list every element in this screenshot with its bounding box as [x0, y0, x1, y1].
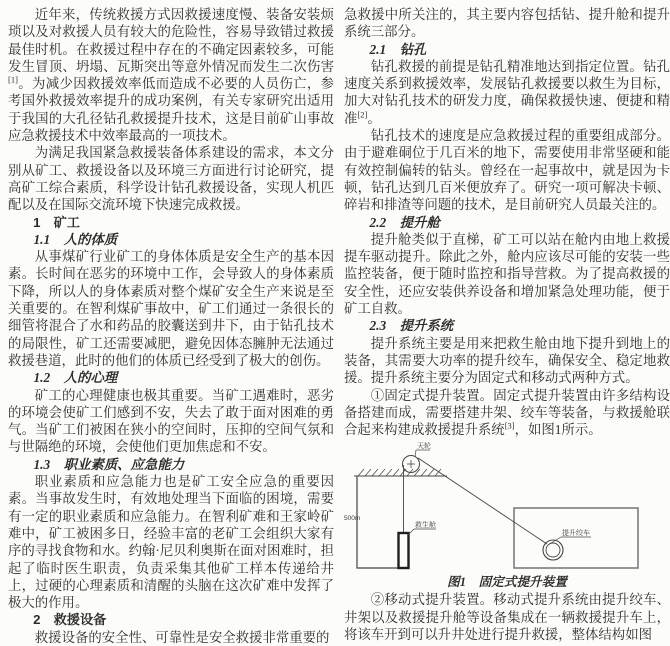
paragraph: 矿工的心理健康也极其重要。当矿工遇难时，恶劣的环境会使矿工们感到不安，失去了敢于面对困难的勇气。当矿工们被困在狭小的空间时，压抑的空间气氛和与世隔绝的环境，会使他们更加焦虑和不安。: [8, 387, 334, 455]
paragraph: 从事煤矿行业矿工的身体体质是安全生产的基本因素。长时间在恶劣的环境中工作，会导致人的身体素质下降，所以人的身体素质对整个煤矿安全生产来说是至关重要的。在智利煤矿事故中，矿工们通过一条很长的细管将混合了水和药品的胶囊送到井下，由于钻孔技术的局限性，矿工还需要减肥，避免因体态臃肿无法通过救援巷道，此时的他们的体质已经受到了极大的创伤。: [8, 249, 334, 368]
citation-superscript: [3]: [504, 420, 515, 431]
pulley-label: 天轮: [417, 443, 431, 451]
right-column-bottom-text: [344, 591, 670, 643]
left-column: [8, 6, 334, 646]
winch-label: 提升绞车: [562, 530, 590, 538]
paragraph: ②移动式提升装置。移动式提升系统由提升绞车、井架以及救援提升舱等设备集成在一辆救援提升车上，将该车开到可以升井处进行提升救援，整体结构如图: [344, 592, 670, 643]
paragraph: 近年来，传统救援方式因救援速度慢、装备安装烦琐以及对救援人员有较大的危险性，容易导致错过救援最佳时机。在救援过程中存在的不确定因素较多，可能发生冒顶、坍塌、瓦斯突出等意外情况而发生二次伤害[1]。为减少因救援效率低而造成不必要的人员伤亡，参考国外救援效率提升的成功案例，有关专家研究出适用于我国的大孔径钻孔救援提升技术，这是目前矿山事故应急救援技术中效率最高的一项技术。: [8, 7, 334, 144]
ground-hatching: [358, 469, 441, 476]
subsection-heading: 1.2 人的心理: [33, 370, 118, 386]
subsection-heading: 2.1 钻孔: [369, 41, 427, 57]
capsule-label: 救生舱: [415, 522, 436, 530]
citation-superscript: [2]: [357, 109, 368, 120]
figure-caption: 图1 固定式提升装置: [447, 575, 567, 590]
right-column-top-text: [344, 6, 670, 438]
winch-house: [514, 508, 638, 568]
paragraph: 钻孔救援的前提是钻孔精准地达到指定位置。钻孔速度关系到救援效率，发展钻孔救援要以救生为目标，加大对钻孔技术的研发力度，确保救援快速、便捷和精准[2]。: [344, 58, 670, 126]
hoist-winch-drum: [546, 543, 560, 557]
subsection-heading: 2.3 提升系统: [369, 318, 454, 334]
section-heading: 1 矿工: [33, 214, 80, 230]
rescue-capsule-icon: [399, 533, 409, 568]
mine-shaft: [357, 476, 409, 568]
subsection-heading: 1.1 人的体质: [33, 231, 118, 247]
fixed-hoist-diagram: [344, 440, 670, 574]
paragraph: 救援设备的安全性、可靠性是安全救援非常重要的: [34, 629, 330, 645]
paragraph: 提升舱类似于直梯，矿工可以站在舱内由地上救援提车驱动提升。除此之外，舱内应该尽可能的安装一些监控装备，便于随时监控和指导营救。为了提高救援的安全性，还应安装供养设备和增加紧急处理功能，便于矿工自救。: [344, 231, 670, 317]
paragraph: 为满足我国紧急救援装备体系建设的需求，本文分别从矿工、救援设备以及环境三方面进行讨论研究，提高矿工综合素质，科学设计钻孔救援设备，实现人机匹配以及在国际交流环境下快速完成救援。: [8, 145, 334, 213]
right-column: [344, 6, 670, 646]
figure-1: [344, 440, 670, 591]
paragraph: 急救援中所关注的，其主要内容包括钻、提升舱和提升系统三部分。: [344, 7, 670, 40]
citation-superscript: [1]: [8, 74, 18, 85]
label-leader-line: [415, 450, 416, 457]
paragraph: 提升系统主要是用来把救生舱由地下提升到地上的装备，其需要大功率的提升绞车，确保安全、稳定地救援。提升系统主要分为固定式和移动式两种方式。: [344, 335, 670, 386]
paragraph: ①固定式提升装置。固定式提升装置由许多结构设备搭建而成，需要搭建井架、绞车等装备，与救援舱联合起来构建成救援提升系统[3]，如图1所示。: [344, 387, 670, 438]
wire-rope-diagonal: [418, 458, 547, 544]
subsection-heading: 1.3 职业素质、应急能力: [33, 456, 185, 472]
subsection-heading: 2.2 提升舱: [369, 214, 440, 230]
paragraph: 职业素质和应急能力也是矿工安全应急的重要因素。当事故发生时，有效地处理当下面临的困境，需要有一定的职业素质和应急能力。在智利矿难和王家岭矿难中，矿工被困多日，经验丰富的老矿工会组织大家有序的寻找食物和水。约翰·尼贝利奥斯在面对困难时，担起了临时医生职责，负责采集其他矿工样本传递给井上，过硬的心理素质和清醒的头脑在这次矿难中发挥了极大的作用。: [8, 474, 334, 611]
paragraph: 钻孔技术的速度是应急救援过程的重要组成部分。由于避难硐位于几百米的地下，需要使用非常坚硬和能有效控制偏转的钻头。曾经在一起事故中，就是因为卡顿，钻孔达到几百米便放弃了。研究一项可解决卡顿、碎岩和排渣等问题的技术，是目前研究人员最关注的。: [344, 128, 670, 213]
section-heading: 2 救援设备: [33, 612, 107, 628]
shaft-depth-label: 500m: [344, 515, 361, 523]
